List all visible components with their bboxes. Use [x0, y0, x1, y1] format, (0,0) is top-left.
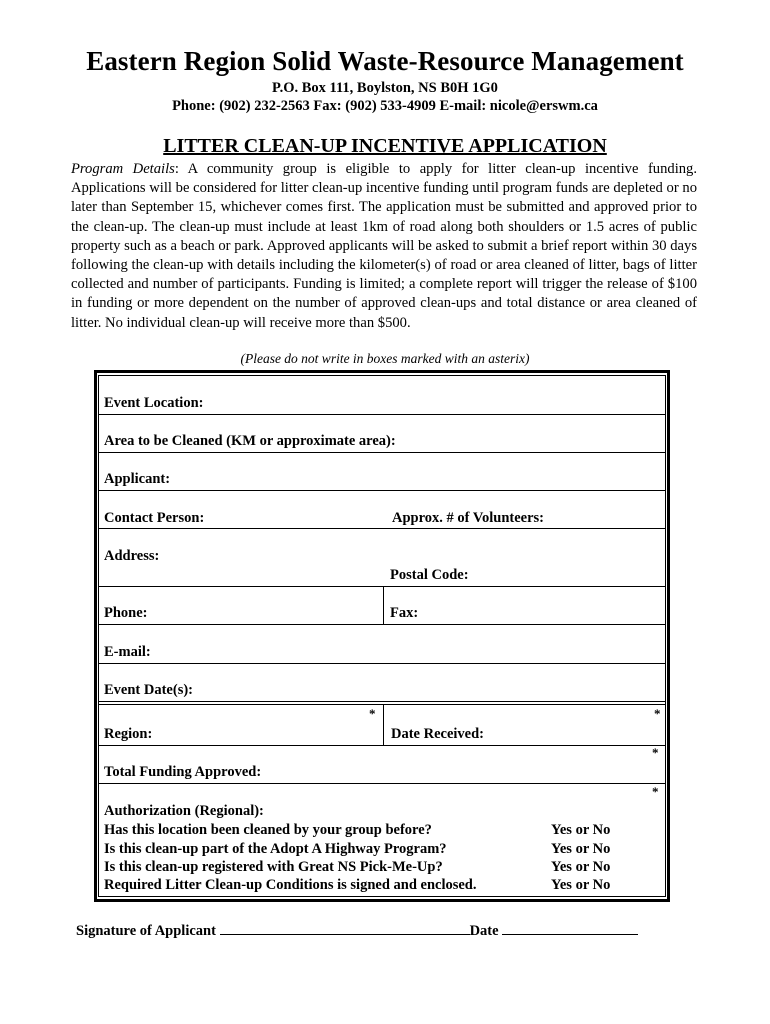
signature-label: Signature of Applicant — [76, 923, 216, 939]
answer-conditions-signed: Yes or No — [551, 877, 611, 893]
fax-label: Fax: — [390, 605, 419, 621]
row-divider — [98, 528, 666, 529]
applicant-label: Applicant: — [104, 471, 171, 487]
row-divider — [98, 624, 666, 625]
email-label: E-mail: — [104, 644, 151, 660]
event-location-label: Event Location: — [104, 395, 204, 411]
authorization-label: Authorization (Regional): — [104, 803, 264, 819]
answer-cleaned-before: Yes or No — [551, 822, 611, 838]
question-adopt-a-highway: Is this clean-up part of the Adopt A Highway Program? — [104, 841, 447, 857]
row-divider — [98, 663, 666, 664]
row-divider — [98, 452, 666, 453]
row-divider — [98, 701, 666, 702]
date-field[interactable] — [502, 922, 638, 935]
asterisk-note: (Please do not write in boxes marked with an asterix) — [240, 351, 530, 366]
phone-label: Phone: — [104, 605, 148, 621]
volunteers-label: Approx. # of Volunteers: — [392, 510, 544, 526]
contact-person-label: Contact Person: — [104, 510, 205, 526]
answer-adopt-a-highway: Yes or No — [551, 841, 611, 857]
question-conditions-signed: Required Litter Clean-up Conditions is signed and enclosed. — [104, 877, 477, 893]
organization-address: P.O. Box 111, Boylston, NS B0H 1G0 — [272, 80, 498, 96]
asterisk-marker: * — [654, 706, 661, 721]
row-divider — [98, 783, 666, 784]
asterisk-marker: * — [652, 745, 659, 760]
signature-field[interactable] — [220, 922, 470, 935]
region-date-divider — [383, 704, 384, 745]
row-divider — [98, 586, 666, 587]
row-divider — [98, 414, 666, 415]
region-label: Region: — [104, 726, 153, 742]
event-dates-label: Event Date(s): — [104, 682, 193, 698]
asterisk-marker: * — [652, 784, 659, 799]
program-details-text: : A community group is eligible to apply for litter clean-up incentive funding. Applications will be considered for litter clean-up incentive funding until program funds are depleted or no later than September 15, whichever comes first. The application must be submitted and approved prior to the clean-up. The clean-up must include at least 1km of road along both shoulders or 1.5 acres of public property such as a beach or park. Approved applicants will be asked to submit a brief report within 30 days following the clean-up with details including the kilometer(s) of road or area cleaned of litter, bags of litter collected and number of participants. Funding is limited; a complete report will trigger the release of $100 in funding or more dependent on the number of approved clean-ups and total distance or area cleaned of litter. No individual clean-up will receive more than $500. — [71, 161, 697, 331]
phone-fax-divider — [383, 586, 384, 624]
answer-pick-me-up: Yes or No — [551, 859, 611, 875]
organization-contact: Phone: (902) 232-2563 Fax: (902) 533-4909 E-mail: nicole@erswm.ca — [172, 98, 598, 114]
area-label: Area to be Cleaned (KM or approximate area): — [104, 433, 396, 449]
date-label: Date — [469, 923, 499, 939]
postal-code-label: Postal Code: — [390, 567, 469, 583]
program-details — [71, 160, 697, 333]
question-pick-me-up: Is this clean-up registered with Great NS Pick-Me-Up? — [104, 859, 443, 875]
question-cleaned-before: Has this location been cleaned by your group before? — [104, 822, 432, 838]
form-title: LITTER CLEAN-UP INCENTIVE APPLICATION — [163, 135, 607, 157]
date-received-label: Date Received: — [391, 726, 484, 742]
asterisk-marker: * — [369, 706, 376, 721]
total-funding-label: Total Funding Approved: — [104, 764, 262, 780]
row-divider — [98, 490, 666, 491]
row-divider — [98, 704, 666, 705]
row-divider — [98, 745, 666, 746]
program-details-lead: Program Details — [71, 161, 175, 177]
signature-line — [76, 922, 638, 940]
address-label: Address: — [104, 548, 160, 564]
organization-name: Eastern Region Solid Waste-Resource Management — [86, 46, 684, 76]
